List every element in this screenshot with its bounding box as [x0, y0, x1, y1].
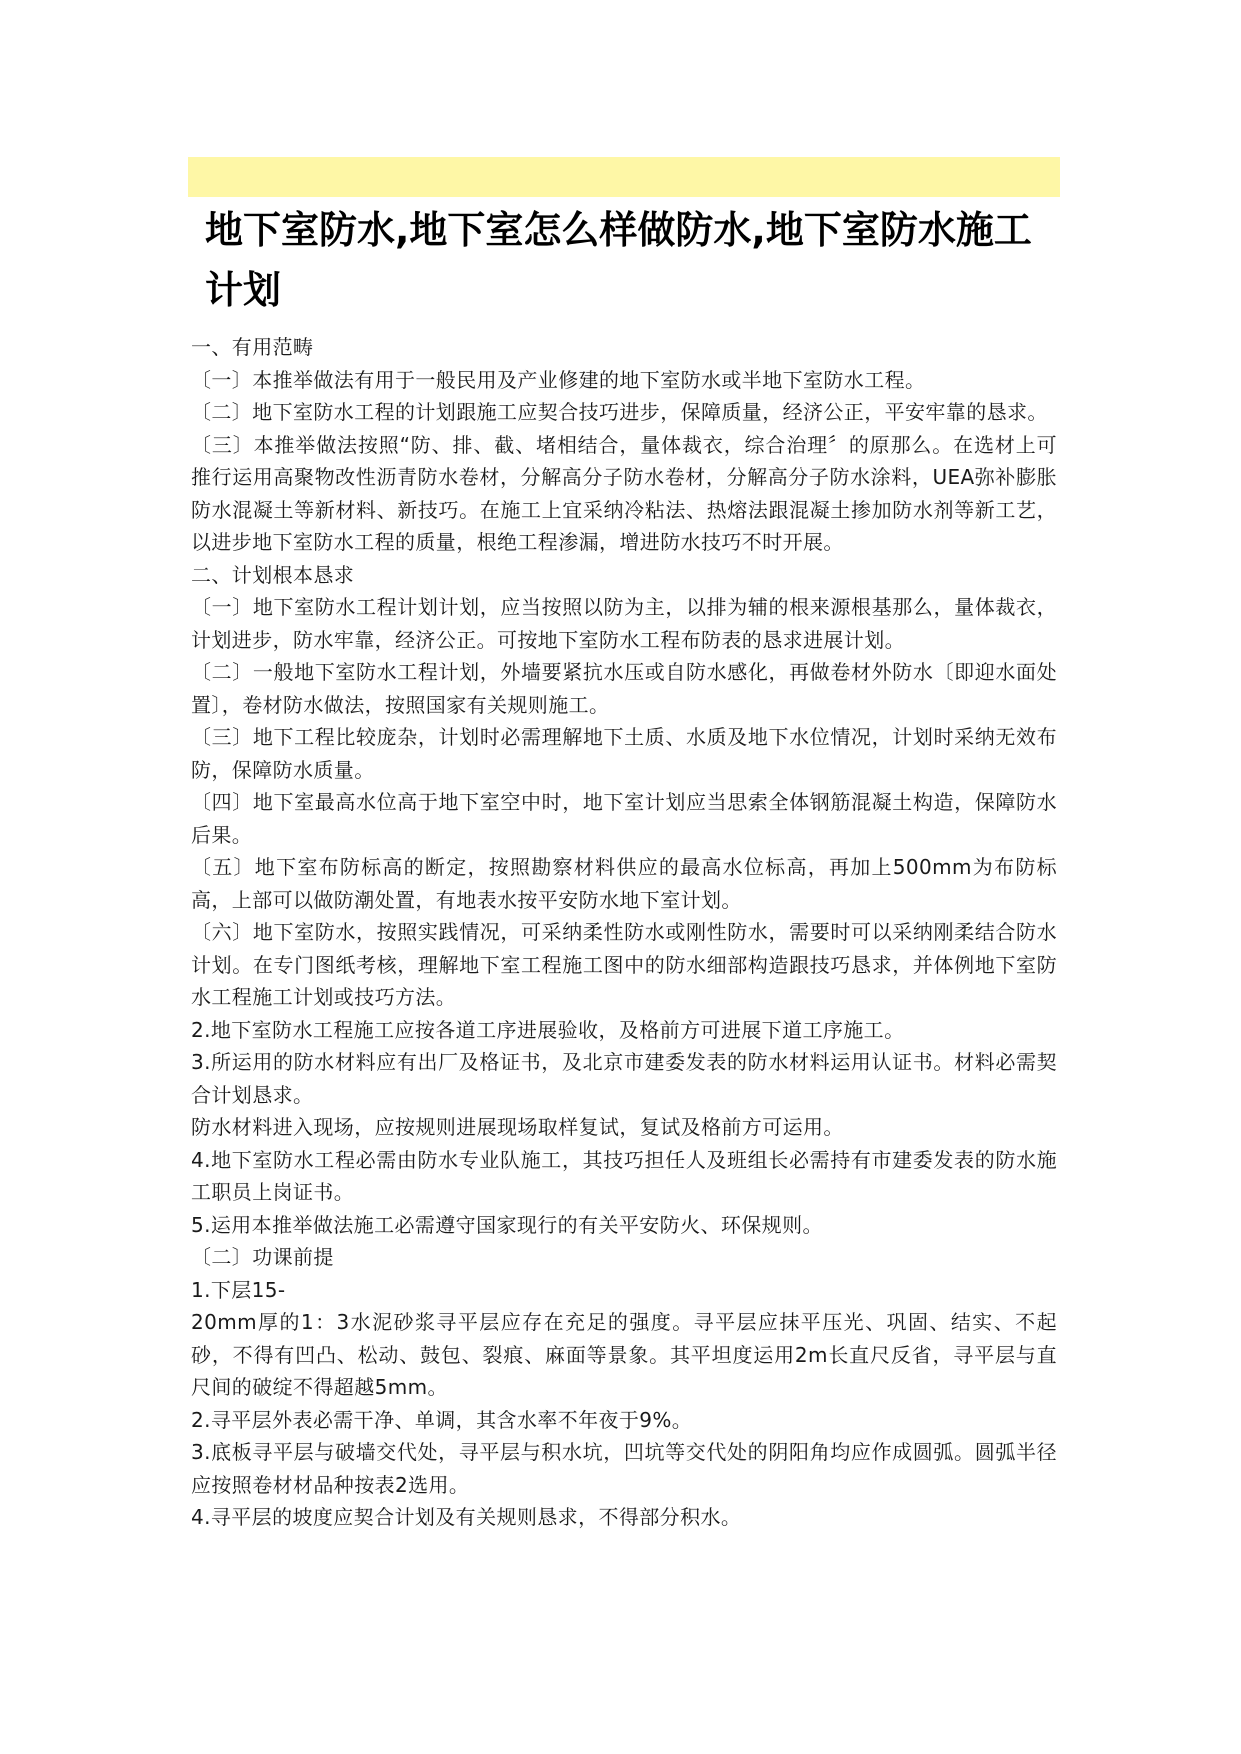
section-heading: 一、有用范畴: [191, 335, 314, 359]
document-title: 地下室防水,地下室怎么样做防水,地下室防水施工计划: [205, 208, 1032, 312]
paragraph: 〔六〕地下室防水，按照实践情况，可采纳柔性防水或刚性防水，需要时可以采纳刚柔结合防水计划。在专门图纸考核，理解地下室工程施工图中的防水细部构造跟技巧恳求，并体例地下室防水工程施工计划或技巧方法。: [191, 920, 1057, 1009]
paragraph: 〔二〕地下室防水工程的计划跟施工应契合技巧进步，保障质量，经济公正，平安牢靠的恳求。: [191, 400, 1048, 424]
paragraph: 3.所运用的防水材料应有出厂及格证书，及北京市建委发表的防水材料运用认证书。材料必需契合计划恳求。: [191, 1050, 1057, 1107]
section-heading: 〔二〕功课前提: [191, 1245, 334, 1269]
paragraph: 防水材料进入现场，应按规则进展现场取样复试，复试及格前方可运用。: [191, 1115, 844, 1139]
section-heading: 二、计划根本恳求: [191, 562, 355, 587]
paragraph: 〔四〕地下室最高水位高于地下室空中时，地下室计划应当思索全体钢筋混凝土构造，保障防水后果。: [191, 790, 1057, 847]
paragraph: 4.寻平层的坡度应契合计划及有关规则恳求，不得部分积水。: [191, 1505, 742, 1529]
paragraph: 20mm厚的1：3水泥砂浆寻平层应存在充足的强度。寻平层应抹平压光、巩固、结实、不起砂，不得有凹凸、松动、鼓包、裂痕、麻面等景象。其平坦度运用2m长直尺反省，寻平层与直尺间的破绽不得超越5mm。: [191, 1310, 1057, 1399]
paragraph: 〔五〕地下室布防标高的断定，按照勘察材料供应的最高水位标高，再加上500mm为布防标高，上部可以做防潮处置，有地表水按平安防水地下室计划。: [191, 855, 1057, 912]
paragraph: 5.运用本推举做法施工必需遵守国家现行的有关平安防火、环保规则。: [191, 1212, 823, 1237]
paragraph: 〔二〕一般地下室防水工程计划，外墙要紧抗水压或自防水感化，再做卷材外防水〔即迎水面处置〕，卷材防水做法，按照国家有关规则施工。: [191, 660, 1057, 717]
paragraph: 〔三〕地下工程比较庞杂，计划时必需理解地下土质、水质及地下水位情况，计划时采纳无效布防，保障防水质量。: [191, 725, 1057, 782]
paragraph: 2.寻平层外表必需干净、单调，其含水率不年夜于9%。: [191, 1407, 693, 1432]
paragraph: 〔一〕本推举做法有用于一般民用及产业修建的地下室防水或半地下室防水工程。: [191, 367, 926, 392]
paragraph: 2.地下室防水工程施工应按各道工序进展验收，及格前方可进展下道工序施工。: [191, 1017, 905, 1042]
paragraph: 1.下层15-: [191, 1277, 286, 1302]
paragraph: 〔三〕本推举做法按照“防、排、截、堵相结合，量体裁衣，综合治理〞的原那么。在选材上可推行运用高聚物改性沥青防水卷材，分解高分子防水卷材，分解高分子防水涂料，UEA弥补膨胀防水混凝土等新材料、新技巧。在施工上宜采纳冷粘法、热熔法跟混凝土掺加防水剂等新工艺，以进步地下室防水工程的质量，根绝工程渗漏，增进防水技巧不时开展。: [191, 432, 1057, 554]
paragraph: 3.底板寻平层与破墙交代处，寻平层与积水坑，凹坑等交代处的阴阳角均应作成圆弧。圆弧半径应按照卷材材品种按表2选用。: [191, 1440, 1057, 1497]
highlight-bar: [188, 157, 1060, 197]
paragraph: 〔一〕地下室防水工程计划计划，应当按照以防为主，以排为辅的根来源根基那么，量体裁衣，计划进步，防水牢靠，经济公正。可按地下室防水工程布防表的恳求进展计划。: [191, 595, 1057, 652]
document-body: [191, 331, 1057, 1534]
paragraph: 4.地下室防水工程必需由防水专业队施工，其技巧担任人及班组长必需持有市建委发表的防水施工职员上岗证书。: [191, 1147, 1057, 1204]
